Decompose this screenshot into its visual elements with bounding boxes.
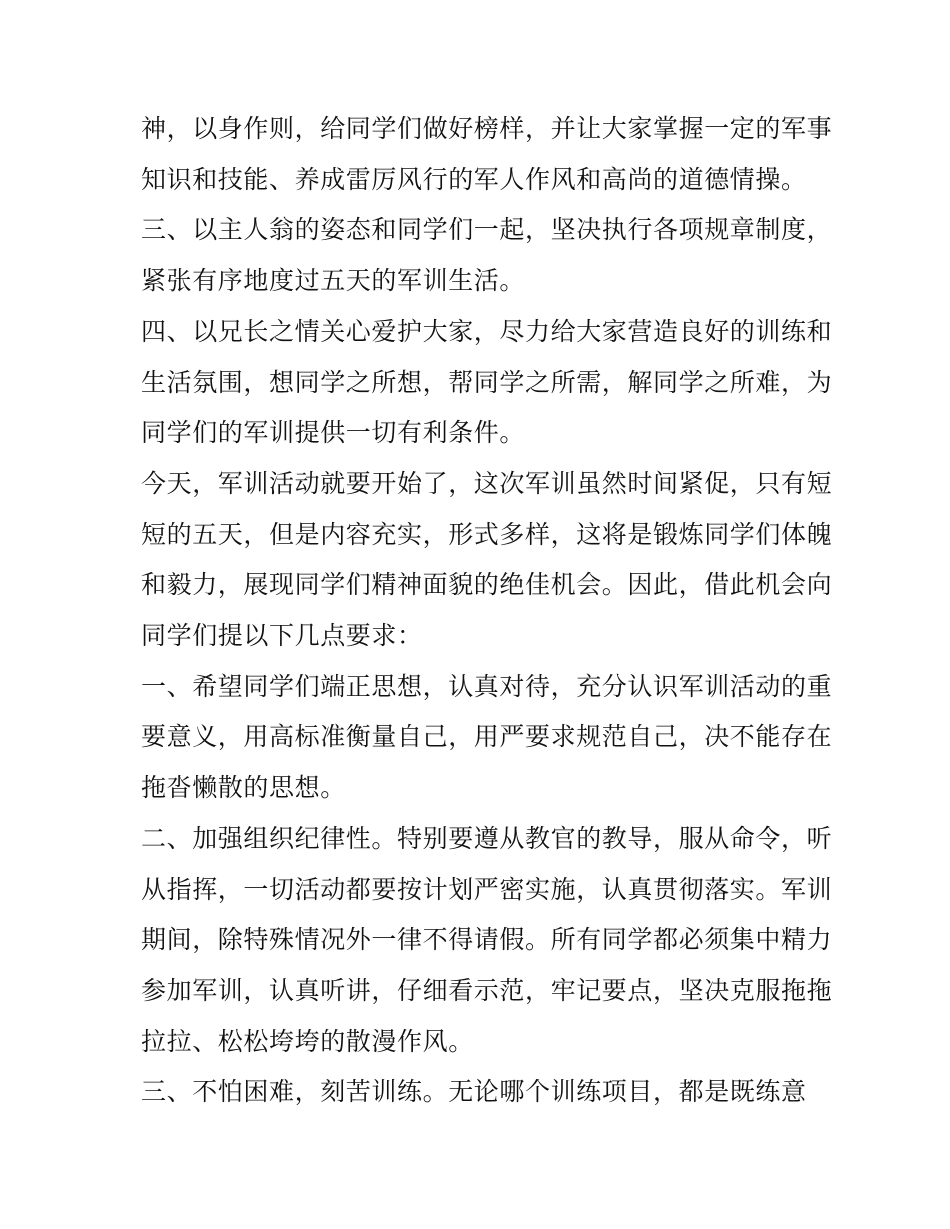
text-line: 三、以主人翁的姿态和同学们一起，坚决执行各项规章制度， xyxy=(141,215,833,245)
text-line: 生活氛围，想同学之所想，帮同学之所需，解同学之所难，为 xyxy=(141,367,833,397)
text-line: 短的五天，但是内容充实，形式多样，这将是锻炼同学们体魄 xyxy=(141,519,833,549)
document-body xyxy=(141,104,833,1118)
text-line: 拉拉、松松垮垮的散漫作风。 xyxy=(141,1026,474,1056)
text-line: 紧张有序地度过五天的军训生活。 xyxy=(141,266,526,296)
text-line: 知识和技能、养成雷厉风行的军人作风和高尚的道德情操。 xyxy=(141,164,807,194)
text-line: 拖沓懒散的思想。 xyxy=(141,773,346,803)
text-line: 今天，军训活动就要开始了，这次军训虽然时间紧促，只有短 xyxy=(141,468,833,498)
text-line: 要意义，用高标准衡量自己，用严要求规范自己，决不能存在 xyxy=(141,722,833,752)
text-line: 参加军训，认真听讲，仔细看示范，牢记要点，坚决克服拖拖 xyxy=(141,975,833,1005)
text-line: 同学们提以下几点要求： xyxy=(141,621,423,651)
text-line: 一、希望同学们端正思想，认真对待，充分认识军训活动的重 xyxy=(141,671,833,701)
text-line: 二、加强组织纪律性。特别要遵从教官的教导，服从命令，听 xyxy=(141,823,833,853)
text-line: 和毅力，展现同学们精神面貌的绝佳机会。因此，借此机会向 xyxy=(141,570,833,600)
text-line: 期间，除特殊情况外一律不得请假。所有同学都必须集中精力 xyxy=(141,925,833,955)
text-line: 三、不怕困难，刻苦训练。无论哪个训练项目，都是既练意 xyxy=(141,1077,807,1107)
text-line: 四、以兄长之情关心爱护大家，尽力给大家营造良好的训练和 xyxy=(141,316,833,346)
text-line: 神，以身作则，给同学们做好榜样，并让大家掌握一定的军事 xyxy=(141,114,833,143)
text-line: 从指挥，一切活动都要按计划严密实施，认真贯彻落实。军训 xyxy=(141,874,833,904)
text-line: 同学们的军训提供一切有利条件。 xyxy=(141,418,526,448)
